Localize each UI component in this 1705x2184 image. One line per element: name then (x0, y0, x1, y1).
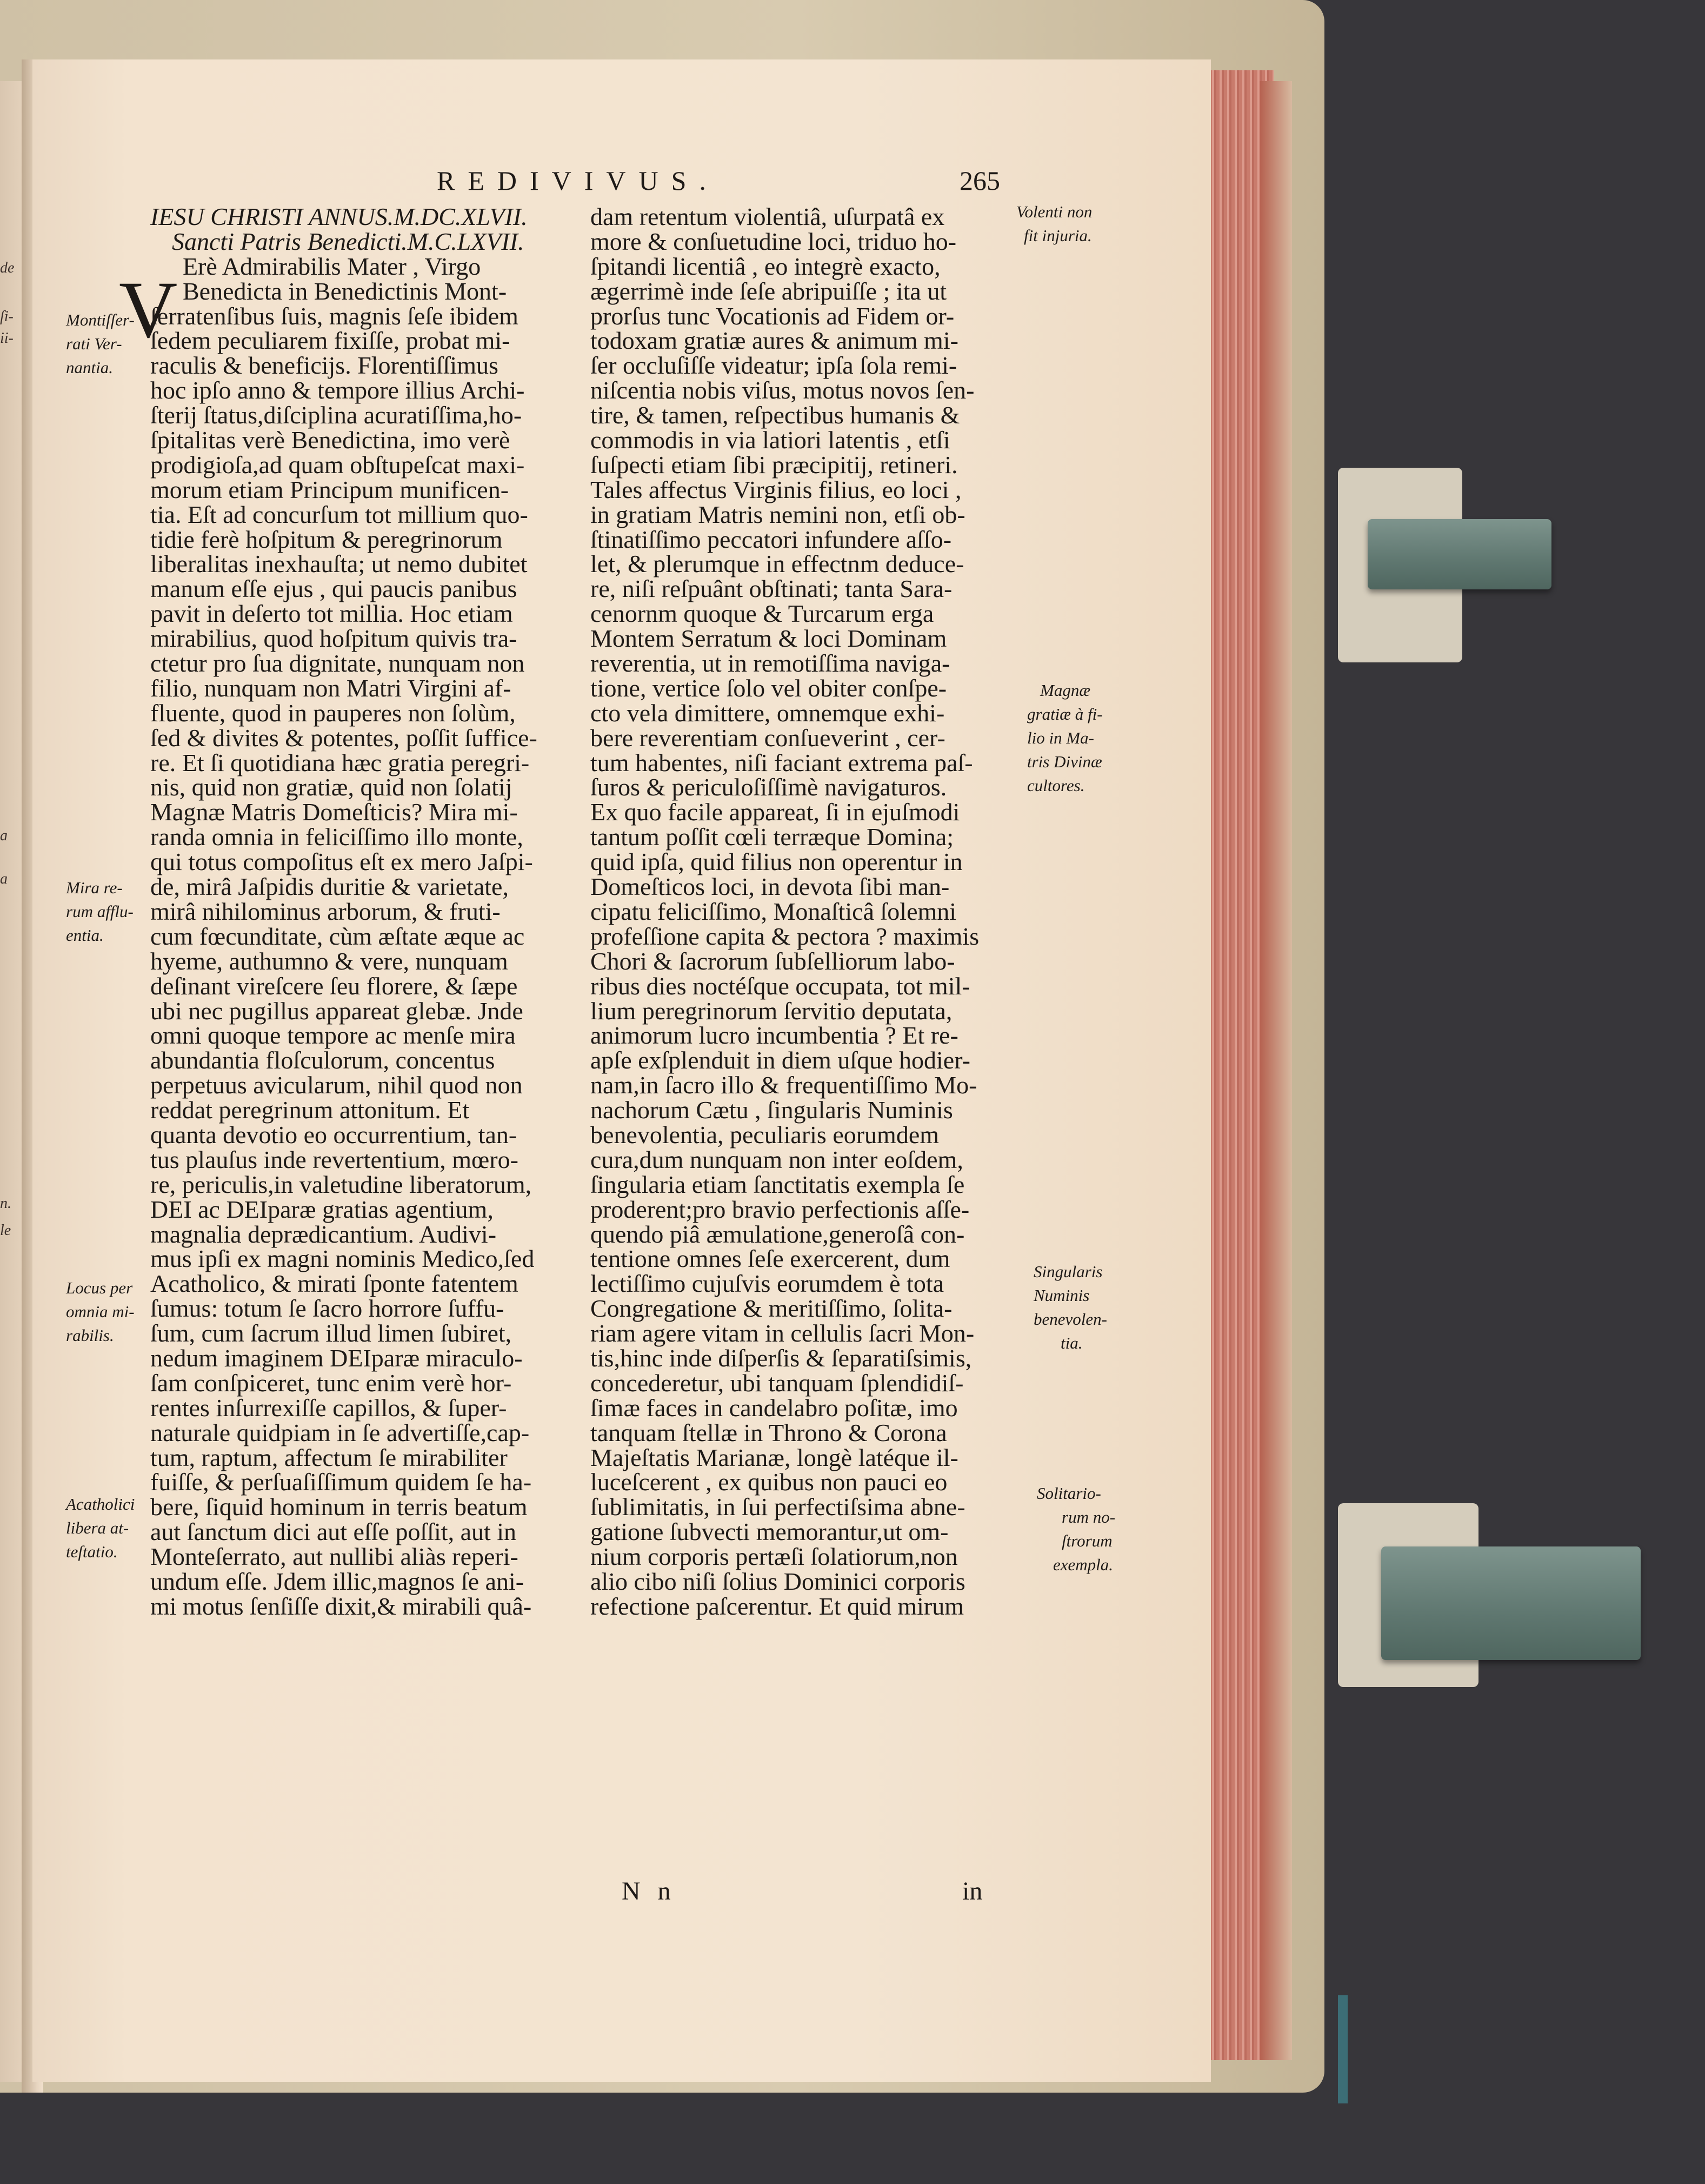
text-line: riam agere vitam in cellulis ſacri Mon- (590, 1319, 975, 1347)
marginal-note-line: Acatholici (66, 1495, 135, 1513)
facing-page-fragment: le (0, 1222, 11, 1239)
text-line: undum eſſe. Jdem illic,magnos ſe ani- (150, 1567, 524, 1595)
text-line: benevolentia, peculiaris eorumdem (590, 1120, 940, 1149)
marginal-note-line: rum afflu- (66, 902, 134, 921)
text-line: Montem Serratum & loci Dominam (590, 625, 947, 653)
text-line: tentione omnes ſeſe exercerent, dum (590, 1245, 950, 1273)
marginal-note (66, 1492, 135, 1564)
text-line: Monteſerrato, aut nullibi aliàs reperi- (150, 1543, 518, 1571)
year-heading: IESU CHRISTI ANNUS.M.DC.XLVII. (150, 203, 528, 230)
text-line: tire, & tamen, reſpectibus humanis & (590, 401, 960, 429)
marginal-note-line: Singularis (1034, 1262, 1103, 1281)
marginal-note-line: exempla. (1053, 1555, 1114, 1574)
text-line: randa omnia in feliciſſimo illo monte, (150, 823, 523, 851)
marginal-note-line: tia. (1061, 1333, 1083, 1352)
marginal-note-line: lio in Ma- (1027, 728, 1094, 747)
facing-page-fragment: ii- (0, 330, 14, 347)
text-line: ſer occluſiſſe videatur; ipſa ſola remi- (590, 351, 957, 380)
text-line: Magnæ Matris Domeſticis? Mira mi- (150, 798, 518, 826)
text-column-left (150, 204, 537, 1619)
text-line: ſumus: totum ſe ſacro horrore ſuffu- (150, 1295, 504, 1323)
text-line: tum, raptum, affectum ſe mirabiliter (150, 1443, 508, 1471)
marginal-note-line: benevolen- (1034, 1310, 1107, 1329)
text-line: DEI ac DEIparæ gratias agentium, (150, 1195, 494, 1223)
text-line: bere, ſiquid hominum in terris beatum (150, 1493, 528, 1521)
text-line: mirâ nihilominus arborum, & fruti- (150, 897, 501, 925)
facing-page-fragment: ſi- (0, 308, 14, 325)
text-line: re, periculis,in valetudine liberatorum, (150, 1170, 532, 1198)
facing-page-fragment: de (0, 260, 15, 276)
marginal-note-line: Magnæ (1040, 681, 1090, 700)
marginal-note-line: Numinis (1034, 1286, 1090, 1305)
text-line: bere reverentiam conſueverint , cer- (590, 723, 945, 752)
marginal-note-line: rabilis. (66, 1326, 114, 1345)
text-line: cura,dum nunquam non inter eoſdem, (590, 1145, 963, 1173)
marginal-note-line: entia. (66, 926, 104, 945)
marginal-note-line: gratiæ à fi- (1027, 705, 1103, 723)
text-line: ſum, cum ſacrum illud limen ſubiret, (150, 1319, 512, 1347)
text-line: gatione ſubvecti memorantur,ut om- (590, 1518, 949, 1546)
text-line: nium corporis pertæſi ſolatiorum,non (590, 1543, 958, 1571)
text-line: tia. Eſt ad concurſum tot millium quo- (150, 500, 528, 528)
text-line: hyeme, authumno & vere, nunquam (150, 947, 508, 975)
text-line: let, & plerumque in effectnm deduce- (590, 550, 964, 578)
text-line: mirabilius, quod hoſpitum quivis tra- (150, 625, 517, 653)
marginal-note (66, 876, 134, 947)
text-line: ubi nec pugillus appareat glebæ. Jnde (150, 997, 523, 1025)
marginal-note-line: Mira re- (66, 878, 123, 897)
running-header-title: REDIVIVUS. (437, 165, 719, 196)
fabric-tab (1338, 1995, 1348, 2103)
text-line: ſpitandi licentiâ , eo integrè exacto, (590, 252, 941, 280)
text-line: nachorum Cætu , ſingularis Numinis (590, 1096, 953, 1124)
text-line: morum etiam Principum munificen- (150, 475, 509, 503)
left-column-lines (150, 254, 537, 1619)
text-line: Chori & ſacrorum ſubſelliorum labo- (590, 947, 955, 975)
text-line: cto vela dimittere, omnemque exhi- (590, 699, 945, 727)
text-line: ſuſpecti etiam ſibi præcipitij, retineri. (590, 450, 958, 479)
marginal-note-line: Volenti non (1016, 202, 1093, 221)
text-line: abundantia floſculorum, concentus (150, 1046, 495, 1074)
text-line: proderent;pro bravio perfectionis aſſe- (590, 1195, 970, 1223)
text-line: nis, quid non gratiæ, quid non ſolatij (150, 773, 512, 801)
text-line: dam retentum violentiâ, uſurpatâ ex (590, 203, 945, 230)
text-line: in gratiam Matris nemini non, etſi ob- (590, 500, 965, 528)
text-line: nedum imaginem DEIparæ miraculo- (150, 1344, 523, 1372)
text-line: ſtinatiſſimo peccatori infundere aſſo- (590, 525, 952, 553)
marginal-note-line: rum no- (1062, 1508, 1116, 1526)
text-line: tanquam ſtellæ in Throno & Corona (590, 1418, 947, 1446)
signature-mark: N n (622, 1877, 676, 1906)
text-line: Erè Admirabilis Mater , Virgo (183, 252, 481, 280)
text-line: ſedem peculiarem fixiſſe, probat mi- (150, 327, 510, 355)
clasp-strap-upper (1368, 519, 1551, 589)
text-line: perpetuus avicularum, nihil quod non (150, 1071, 523, 1099)
text-line: luceſcerent , ex quibus non pauci eo (590, 1468, 948, 1496)
text-line: manum eſſe ejus , qui paucis panibus (150, 575, 517, 603)
marginal-note-line: teſtatio. (66, 1542, 118, 1561)
marginal-note-line: omnia mi- (66, 1302, 135, 1321)
text-line: commodis in via latiori latentis , etſi (590, 426, 950, 454)
text-line: refectione paſcerentur. Et quid mirum (590, 1592, 964, 1620)
text-line: de, mirâ Jaſpidis duritie & varietate, (150, 873, 509, 901)
text-line: naturale quidpiam in ſe advertiſſe,cap- (150, 1418, 530, 1446)
text-line: lium peregrinorum ſervitio deputata, (590, 997, 953, 1025)
marginal-note (66, 308, 135, 380)
text-line: cum fœcunditate, cùm æſtate æque ac (150, 922, 525, 950)
text-line: ſerratenſibus ſuis, magnis ſeſe ibidem (150, 302, 518, 330)
clasp-strap-lower (1381, 1546, 1641, 1660)
text-line: deſinant vireſcere ſeu florere, & ſæpe (150, 972, 518, 1000)
text-line: reverentia, ut in remotiſſima naviga- (590, 649, 950, 678)
text-line: hoc ipſo anno & tempore illius Archi- (150, 376, 525, 404)
text-line: alio cibo niſi ſolius Dominici corporis (590, 1567, 965, 1595)
text-line: ſam conſpiceret, tunc enim verè hor- (150, 1369, 512, 1397)
marginal-note-line: cultores. (1027, 776, 1085, 795)
text-line: lectiſſimo cujuſvis eorumdem è tota (590, 1270, 944, 1298)
text-line: nam,in ſacro illo & frequentiſſimo Mo- (590, 1071, 977, 1099)
text-line: Congregatione & meritiſſimo, ſolita- (590, 1295, 953, 1323)
marginal-note (1027, 679, 1103, 798)
text-line: tantum poſſit cœli terræque Domina; (590, 823, 954, 851)
text-line: ſingularia etiam ſanctitatis exempla ſe (590, 1170, 965, 1198)
text-line: Domeſticos loci, in devota ſibi man- (590, 873, 950, 901)
text-line: quanta devotio eo occurrentium, tan- (150, 1120, 517, 1149)
text-line: raculis & beneficijs. Florentiſſimus (150, 351, 498, 380)
text-line: liberalitas inexhauſta; ut nemo dubitet (150, 550, 528, 578)
page-edges-shade (1260, 81, 1292, 2060)
text-line: quid ipſa, quid filius non operentur in (590, 848, 963, 876)
marginal-note-line: Locus per (66, 1278, 133, 1297)
text-line: Tales affectus Virginis filius, eo loci , (590, 475, 962, 503)
marginal-note (1034, 1260, 1107, 1355)
text-line: qui totus compoſitus eſt ex mero Jaſpi- (150, 848, 533, 876)
text-line: Ex quo facile appareat, ſi in ejuſmodi (590, 798, 960, 826)
text-line: animorum lucro incumbentia ? Et re- (590, 1021, 958, 1050)
text-line: profeſſione capita & pectora ? maximis (590, 922, 980, 950)
marginal-note-line: tris Divinæ (1027, 752, 1102, 771)
text-line: ribus dies noctéſque occupata, tot mil- (590, 972, 970, 1000)
marginal-note-line: libera at- (66, 1518, 129, 1537)
page-number: 265 (960, 165, 1000, 196)
text-line: ſimæ faces in candelabro poſitæ, imo (590, 1393, 958, 1422)
text-line: prorſus tunc Vocationis ad Fidem or- (590, 302, 955, 330)
text-line: ſed & divites & potentes, poſſit ſuffice- (150, 723, 537, 752)
marginal-note (1016, 200, 1092, 248)
text-line: tus plauſus inde revertentium, mœro- (150, 1145, 518, 1173)
text-line: cenornm quoque & Turcarum erga (590, 600, 934, 628)
marginal-note-line: Montiſſer- (66, 310, 135, 329)
right-column-lines (590, 204, 979, 1619)
marginal-note (1037, 1482, 1115, 1577)
text-line: fuiſſe, & perſuaſiſſimum quidem ſe ha- (150, 1468, 532, 1496)
marginal-note-line: ſtrorum (1062, 1531, 1113, 1550)
text-line: re. Et ſi quotidiana hæc gratia peregri- (150, 748, 530, 776)
marginal-note-line: rati Ver- (66, 334, 122, 353)
text-line: concederetur, ubi tanquam ſplendidiſ- (590, 1369, 964, 1397)
text-column-right (590, 204, 979, 1619)
text-line: omni quoque tempore ac menſe mira (150, 1021, 516, 1050)
text-line: filio, nunquam non Matri Virgini af- (150, 674, 511, 702)
text-line: fluente, quod in pauperes non ſolùm, (150, 699, 516, 727)
text-line: tidie ferè hoſpitum & peregrinorum (150, 525, 503, 553)
marginal-note (66, 1276, 135, 1347)
text-line: apſe exſplenduit in diem uſque hodier- (590, 1046, 970, 1074)
text-line: ægerrimè inde ſeſe abripuiſſe ; ita ut (590, 277, 947, 305)
text-line: re, niſi reſpuânt obſtinati; tanta Sara- (590, 575, 953, 603)
marginal-note-line: Solitario- (1037, 1484, 1101, 1503)
text-line: prodigioſa,ad quam obſtupeſcat maxi- (150, 450, 525, 479)
year-heading: Sancti Patris Benedicti.M.C.LXVII. (172, 227, 524, 255)
text-line: reddat peregrinum attonitum. Et (150, 1096, 470, 1124)
text-line: ſublimitatis, in ſui perfectiſsima abne- (590, 1493, 965, 1521)
text-line: mi motus ſenſiſſe dixit,& mirabili quâ- (150, 1592, 532, 1620)
marginal-note-line: fit injuria. (1024, 226, 1092, 245)
text-line: quendo piâ æmulatione,generoſâ con- (590, 1220, 965, 1248)
text-line: tione, vertice ſolo vel obiter conſpe- (590, 674, 947, 702)
text-line: niſcentia nobis viſus, motus novos ſen- (590, 376, 975, 404)
text-line: Majeſtatis Marianæ, longè latéque il- (590, 1443, 958, 1471)
text-line: ſpitalitas verè Benedictina, imo verè (150, 426, 510, 454)
catchword: in (962, 1877, 983, 1906)
facing-page-fragment: a (0, 827, 8, 844)
text-line: aut ſanctum dici aut eſſe poſſit, aut in (150, 1518, 517, 1546)
text-line: Benedicta in Benedictinis Mont- (183, 277, 507, 305)
drop-cap: V (119, 265, 178, 355)
text-line: magnalia deprædicantium. Audivi- (150, 1220, 497, 1248)
text-line: todoxam gratiæ aures & animum mi- (590, 327, 958, 355)
facing-page-fragment: a (0, 871, 8, 887)
text-line: Acatholico, & mirati ſponte fatentem (150, 1270, 518, 1298)
text-line: tum habentes, niſi faciant extrema paſ- (590, 748, 973, 776)
facing-page-fragment: n. (0, 1195, 11, 1212)
text-line: ſterij ſtatus,diſciplina acuratiſſima,ho- (150, 401, 522, 429)
text-line: rentes inſurrexiſſe capillos, & ſuper- (150, 1393, 507, 1422)
text-line: ſuros & periculoſiſſimè navigaturos. (590, 773, 947, 801)
text-line: mus ipſi ex magni nominis Medico,ſed (150, 1245, 535, 1273)
text-line: pavit in deſerto tot millia. Hoc etiam (150, 600, 513, 628)
text-line: more & conſuetudine loci, triduo ho- (590, 227, 957, 255)
text-line: tis,hinc inde diſperſis & ſeparatiſsimis, (590, 1344, 972, 1372)
text-line: ctetur pro ſua dignitate, nunquam non (150, 649, 525, 678)
marginal-note-line: nantia. (66, 358, 113, 377)
text-line: cipatu feliciſſimo, Monaſticâ ſolemni (590, 897, 957, 925)
